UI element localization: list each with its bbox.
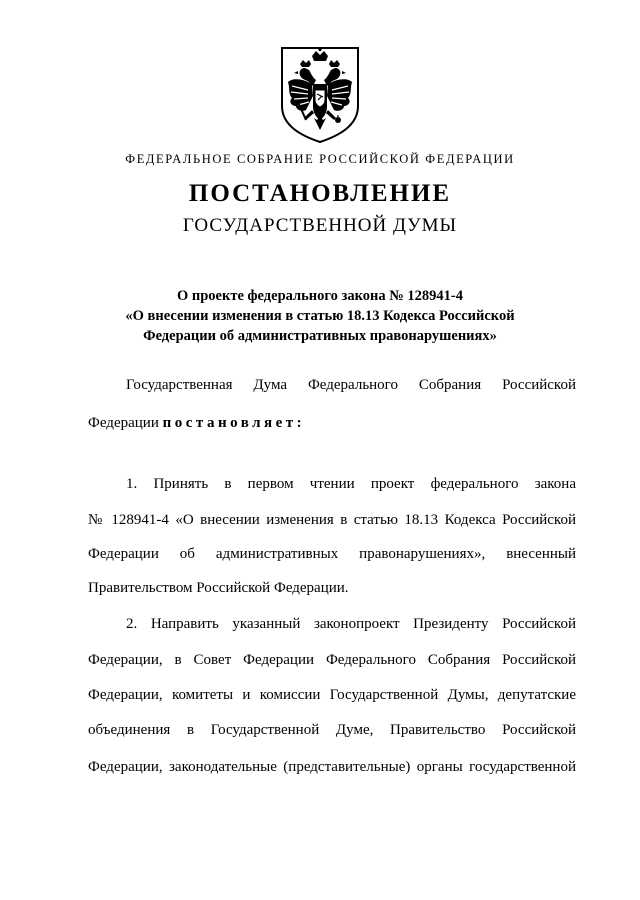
item-1-line: 1. Принять в первом чтении проект федерального закона (126, 476, 576, 492)
resolution-verb: постановляет: (162, 415, 306, 431)
item-2-line: 2. Направить указанный законопроект Президенту Российской (126, 616, 576, 632)
item-1-line: Федерации об административных правонарушениях», внесенный (88, 546, 576, 562)
document-subject (60, 286, 580, 346)
item-2-line: Федерации, законодательные (представительные) органы государственной (88, 759, 576, 775)
subject-line: О проекте федерального закона № 128941-4 (176, 288, 464, 304)
item-2-line: объединения в Государственной Думе, Правительство Российской (88, 722, 576, 738)
parliament-name: ФЕДЕРАЛЬНОЕ СОБРАНИЕ РОССИЙСКОЙ ФЕДЕРАЦИИ (125, 152, 515, 166)
preamble-line: Государственная Дума Федерального Собрания Российской (126, 377, 576, 393)
subject-line: «О внесении изменения в статью 18.13 Кодекса Российской (125, 308, 515, 324)
subject-line: Федерации об административных правонарушениях» (143, 328, 497, 344)
item-1-line: № 128941-4 «О внесении изменения в статью 18.13 Кодекса Российской (88, 512, 576, 528)
document-type-title: ПОСТАНОВЛЕНИЕ (188, 180, 452, 207)
preamble-line (88, 414, 576, 432)
russian-coat-of-arms-icon (276, 44, 364, 144)
preamble-lead: Федерации (88, 415, 163, 431)
item-2-line: Федерации, комитеты и комиссии Государственной Думы, депутатские (88, 687, 576, 703)
item-1-line: Правительством Российской Федерации. (88, 580, 349, 596)
document-issuer: ГОСУДАРСТВЕННОЙ ДУМЫ (182, 215, 458, 236)
item-2-line: Федерации, в Совет Федерации Федерального Собрания Российской (88, 652, 576, 668)
